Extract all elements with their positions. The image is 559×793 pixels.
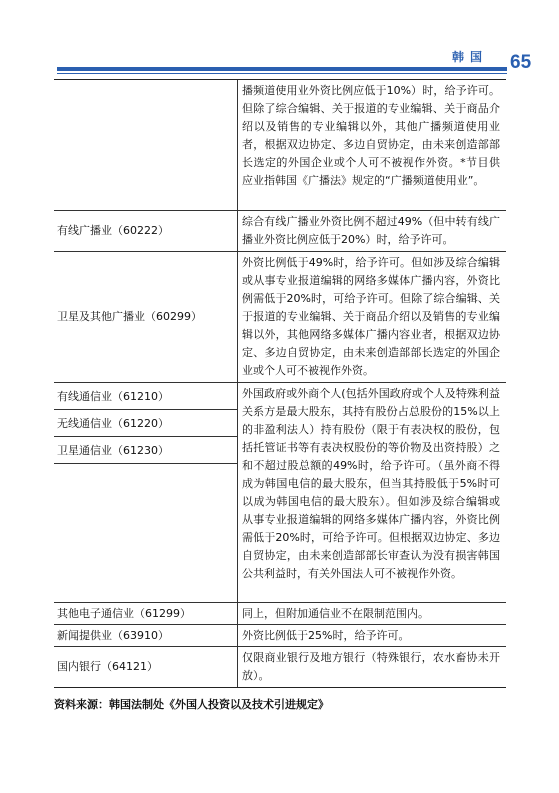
sector-cell: 有线广播业（60222）: [54, 211, 238, 251]
table-row: [54, 80, 506, 211]
sector-group: [54, 383, 238, 602]
sector-cell: 其他电子通信业（61299）: [54, 603, 238, 624]
header-rule-thin: [57, 73, 507, 74]
sector-cell: 无线通信业（61220）: [54, 410, 237, 437]
table-row: [54, 383, 506, 603]
policy-cell: 播频道使用业外资比例应低于10%）时，给予许可。但除了综合编辑、关于报道的专业编辑、关于商品介绍以及销售的专业编辑以外，其他广播频道使用业者，根据双边协定、多边自贸协定，由未来创造部部长选定的外国企业或个人可不被视作外资。*节目供应业指韩国《广播法》规定的“广播频道使用业”。: [242, 84, 500, 187]
policy-cell: 外资比例低于25%时，给予许可。: [242, 629, 410, 642]
sector-cell: 卫星通信业（61230）: [54, 437, 237, 464]
sector-cell: [54, 80, 238, 210]
table-row: [54, 603, 506, 625]
regulation-table: [54, 79, 506, 688]
policy-cell: 外资比例低于49%时，给予许可。但如涉及综合编辑或从事专业报道编辑的网络多媒体广播内容，外资比例需低于20%时，可给予许可。但除了综合编辑、关于报道的专业编辑、关于商品介绍以及销售的专业编辑以外，其他网络多媒体广播内容业者，根据双边协定、多边自贸协定，由未来创造部部长选定的外国企业或个人可不被视作外资。: [242, 256, 500, 377]
header-country: 韩国: [452, 50, 489, 64]
sector-cell: 国内银行（64121）: [54, 647, 238, 687]
page-number: 65: [510, 52, 532, 73]
policy-cell: 综合有线广播业外资比例不超过49%（但中转有线广播业外资比例应低于20%）时，给予许可。: [242, 215, 500, 246]
header-rule-thick: [57, 67, 507, 71]
sector-cell: 卫星及其他广播业（60299）: [54, 252, 238, 382]
policy-cell: 同上，但附加通信业不在限制范围内。: [242, 607, 429, 620]
policy-cell: 仅限商业银行及地方银行（特殊银行，农水畜协未开放）。: [242, 651, 500, 682]
table-row: [54, 252, 506, 383]
source-note: 资料来源：韩国法制处《外国人投资以及技术引进规定》: [54, 698, 329, 711]
table-row: [54, 625, 506, 647]
sector-cell: 有线通信业（61210）: [54, 383, 237, 410]
sector-cell: 新闻提供业（63910）: [54, 625, 238, 646]
empty-cell: [54, 464, 237, 602]
policy-cell: 外国政府或外商个人(包括外国政府或个人及特殊利益关系方是最大股东，其持有股份占总股份的15%以上的非盈利法人）持有股份（限于有表决权的股份，包括托管证书等有表决权股份的等价物及出资持股）之和不超过股总额的49%时，给予许可。（虽外商不得成为韩国电信的最大股东，但当其持股低于5%时可以成为韩国电信的最大股东）。但如涉及综合编辑或从事专业报道编辑的网络多媒体广播内容，外资比例需低于20%时，可给予许可。但根据双边协定、多边自贸协定，由未来创造部部长审查认为没有损害韩国公共利益时，有关外国法人可不被视作外资。: [242, 387, 500, 580]
table-row: [54, 647, 506, 687]
table-row: [54, 211, 506, 252]
